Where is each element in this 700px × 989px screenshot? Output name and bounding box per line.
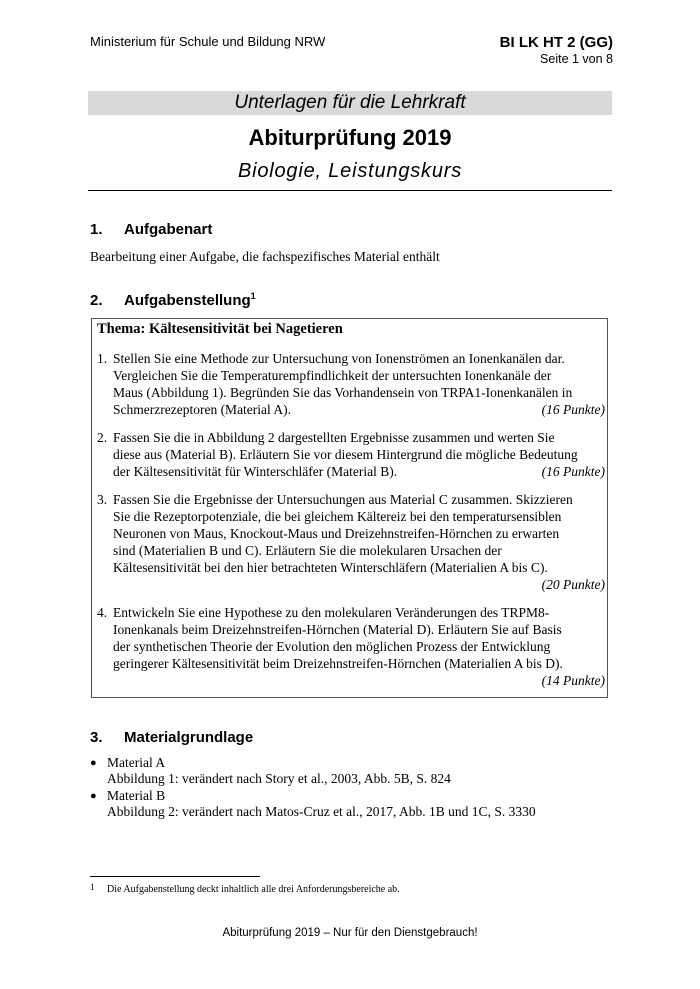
subject-title: Biologie, Leistungskurs (237, 160, 463, 182)
task-line: Entwickeln Sie eine Hypothese zu den molekularen Veränderungen des TRPM8- (113, 605, 550, 620)
section-1-number: 1. (90, 221, 103, 238)
task-number: 1. (97, 351, 108, 366)
task-line: Fassen Sie die in Abbildung 2 dargestellten Ergebnisse zusammen und werten Sie (113, 430, 555, 445)
task-points-row (113, 672, 605, 689)
task-line: Neuronen von Maus, Knockout-Maus und Dreizehnstreifen-Hörnchen zu erwarten (113, 526, 560, 541)
section-3-title: Materialgrundlage (124, 729, 254, 746)
section-3-number: 3. (90, 729, 103, 746)
material-label: Material A (107, 755, 166, 770)
task-line-last (113, 463, 605, 480)
section-2-heading (90, 292, 610, 312)
task-number: 2. (97, 430, 108, 445)
task-item (97, 350, 605, 418)
task-line: sind (Materialien B und C). Erläutern Sie die molekularen Ursachen der (113, 543, 502, 558)
task-points-row (113, 576, 605, 593)
footnote-ref: 1 (250, 291, 256, 301)
section-3-heading (90, 729, 610, 749)
exam-code: BI LK HT 2 (GG) (499, 34, 613, 51)
task-line: Sie die Rezeptorpotenziale, die bei gleichem Kältereiz bei den temperatursensiblen (113, 509, 562, 524)
task-line: Stellen Sie eine Methode zur Untersuchung von Ionenströmen an Ionenkanälen dar. (113, 351, 565, 366)
page-indicator: Seite 1 von 8 (540, 52, 613, 66)
title-divider (88, 190, 612, 191)
task-line: Vergleichen Sie die Temperaturempfindlichkeit der untersuchten Ionenkanäle der (113, 368, 552, 383)
section-2-number: 2. (90, 292, 103, 309)
section-1-title: Aufgabenart (124, 221, 213, 238)
task-points: (20 Punkte) (541, 577, 605, 592)
task-number: 4. (97, 605, 108, 620)
section-2-title-wrap (124, 292, 256, 309)
task-points: (16 Punkte) (541, 402, 605, 417)
footnote-text: Die Aufgabenstellung deckt inhaltlich alle drei Anforderungsbereiche ab. (107, 884, 400, 895)
material-label: Material B (107, 788, 166, 803)
task-item (97, 491, 605, 593)
material-list-item (90, 788, 536, 820)
material-list-item (90, 755, 451, 787)
task-theme: Thema: Kältesensitivität bei Nagetieren (97, 321, 343, 337)
task-line: geringerer Kältesensitivität beim Dreizehnstreifen-Hörnchen (Materialien A bis D). (113, 656, 563, 671)
section-2-title: Aufgabenstellung (124, 292, 251, 309)
exam-title: Abiturprüfung 2019 (248, 125, 452, 150)
section-1-text: Bearbeitung einer Aufgabe, die fachspezifisches Material enthält (90, 249, 440, 264)
task-line: Kältesensitivität bei den hier betrachteten Winterschläfern (Materialien A bis C). (113, 560, 548, 575)
task-line: Maus (Abbildung 1). Begründen Sie das Vorhandensein von TRPA1-Ionenkanälen in (113, 385, 573, 400)
page-footer: Abiturprüfung 2019 – Nur für den Dienstgebrauch! (222, 927, 478, 939)
task-line: Fassen Sie die Ergebnisse der Untersuchungen aus Material C zusammen. Skizzieren (113, 492, 573, 507)
task-line: Schmerzrezeptoren (Material A). (113, 402, 292, 417)
task-points: (16 Punkte) (541, 464, 605, 479)
task-points: (14 Punkte) (541, 673, 605, 688)
material-detail: Abbildung 2: verändert nach Matos-Cruz et al., 2017, Abb. 1B und 1C, S. 3330 (107, 804, 536, 819)
task-line: der Kältesensitivität für Winterschläfer (Material B). (113, 464, 398, 479)
task-number: 3. (97, 492, 108, 507)
task-line: Ionenkanals beim Dreizehnstreifen-Hörnchen (Material D). Erläutern Sie auf Basis (113, 622, 562, 637)
task-line: diese aus (Material B). Erläutern Sie vor diesem Hintergrund die mögliche Bedeutung (113, 447, 578, 462)
material-detail: Abbildung 1: verändert nach Story et al., 2003, Abb. 5B, S. 824 (107, 771, 451, 786)
bullet-icon: ● (90, 757, 97, 769)
task-item (97, 429, 605, 480)
task-item (97, 604, 605, 689)
footnote-divider (90, 876, 260, 877)
bullet-icon: ● (90, 790, 97, 802)
ministry-name: Ministerium für Schule und Bildung NRW (90, 34, 326, 49)
footnote-mark: 1 (90, 882, 95, 892)
teacher-material-title: Unterlagen für die Lehrkraft (234, 92, 466, 113)
task-line-last (113, 401, 605, 418)
section-1-heading (90, 221, 610, 241)
task-line: der synthetischen Theorie der Evolution den möglichen Prozess der Entwicklung (113, 639, 551, 654)
